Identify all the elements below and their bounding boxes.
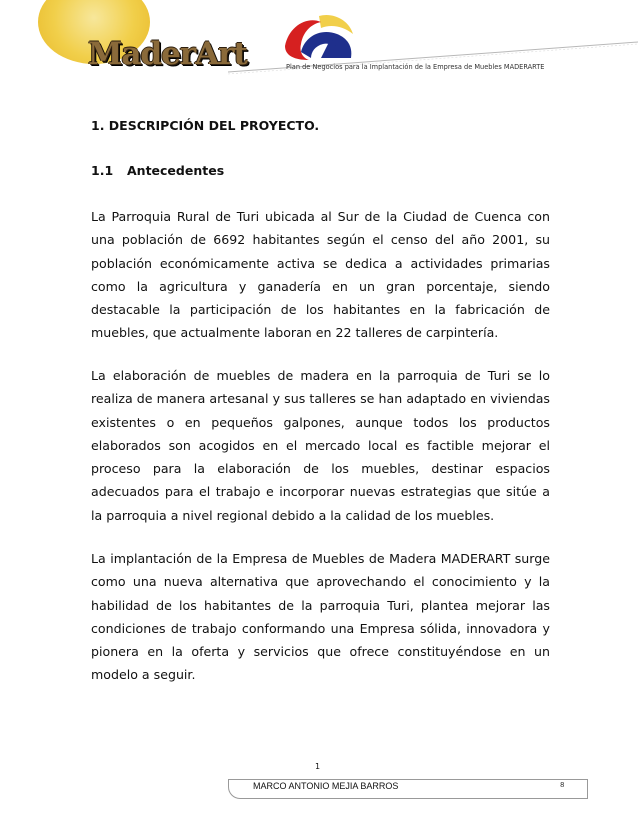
- company-emblem-icon: [281, 12, 357, 64]
- maderart-logo: MaderArt: [88, 36, 247, 72]
- paragraph: La implantación de la Empresa de Muebles de Madera MADERART surge como una nueva alternativa que aprovechando el conocimiento y la habilidad de los habitantes de la parroquia Turi, plantea mejorar las condiciones de trabajo conformando una Empresa sólida, innovadora y pionera en la oferta y servicios que ofrece constituyéndose en un modelo a seguir.: [91, 551, 550, 683]
- footer-center-page-number: 1: [315, 762, 321, 771]
- paragraph: La elaboración de muebles de madera en la parroquia de Turi se lo realiza de manera artesanal y sus talleres se han adaptado en viviendas existentes o en pequeños galpones, aunque todos los productos elaborados son acogidos en el mercado local es factible mejorar el proceso para la elaboración de los muebles, destinar espacios adecuados para el trabajo e incorporar nuevas estrategias que sitúe a la parroquia a nivel regional debido a la calidad de los muebles.: [91, 368, 550, 523]
- footer-page-number: 8: [560, 781, 565, 789]
- header-title: Plan de Negocios para la Implantación de la Empresa de Muebles MADERARTE: [286, 63, 545, 71]
- paragraph: La Parroquia Rural de Turi ubicada al Sur de la Ciudad de Cuenca con una población de 6692 habitantes según el censo del año 2001, su población económicamente activa se dedica a actividades primarias como la agricultura y ganadería en un gran porcentaje, siendo destacable la participación de los habitantes en la fabricación de muebles, que actualmente laboran en 22 talleres de carpintería.: [91, 209, 550, 341]
- subsection-heading: [91, 163, 224, 178]
- subsection-title: Antecedentes: [127, 163, 225, 178]
- subsection-number: 1.1: [91, 163, 114, 178]
- section-heading: 1. DESCRIPCIÓN DEL PROYECTO.: [91, 118, 320, 133]
- footer-author: MARCO ANTONIO MEJIA BARROS: [253, 781, 399, 791]
